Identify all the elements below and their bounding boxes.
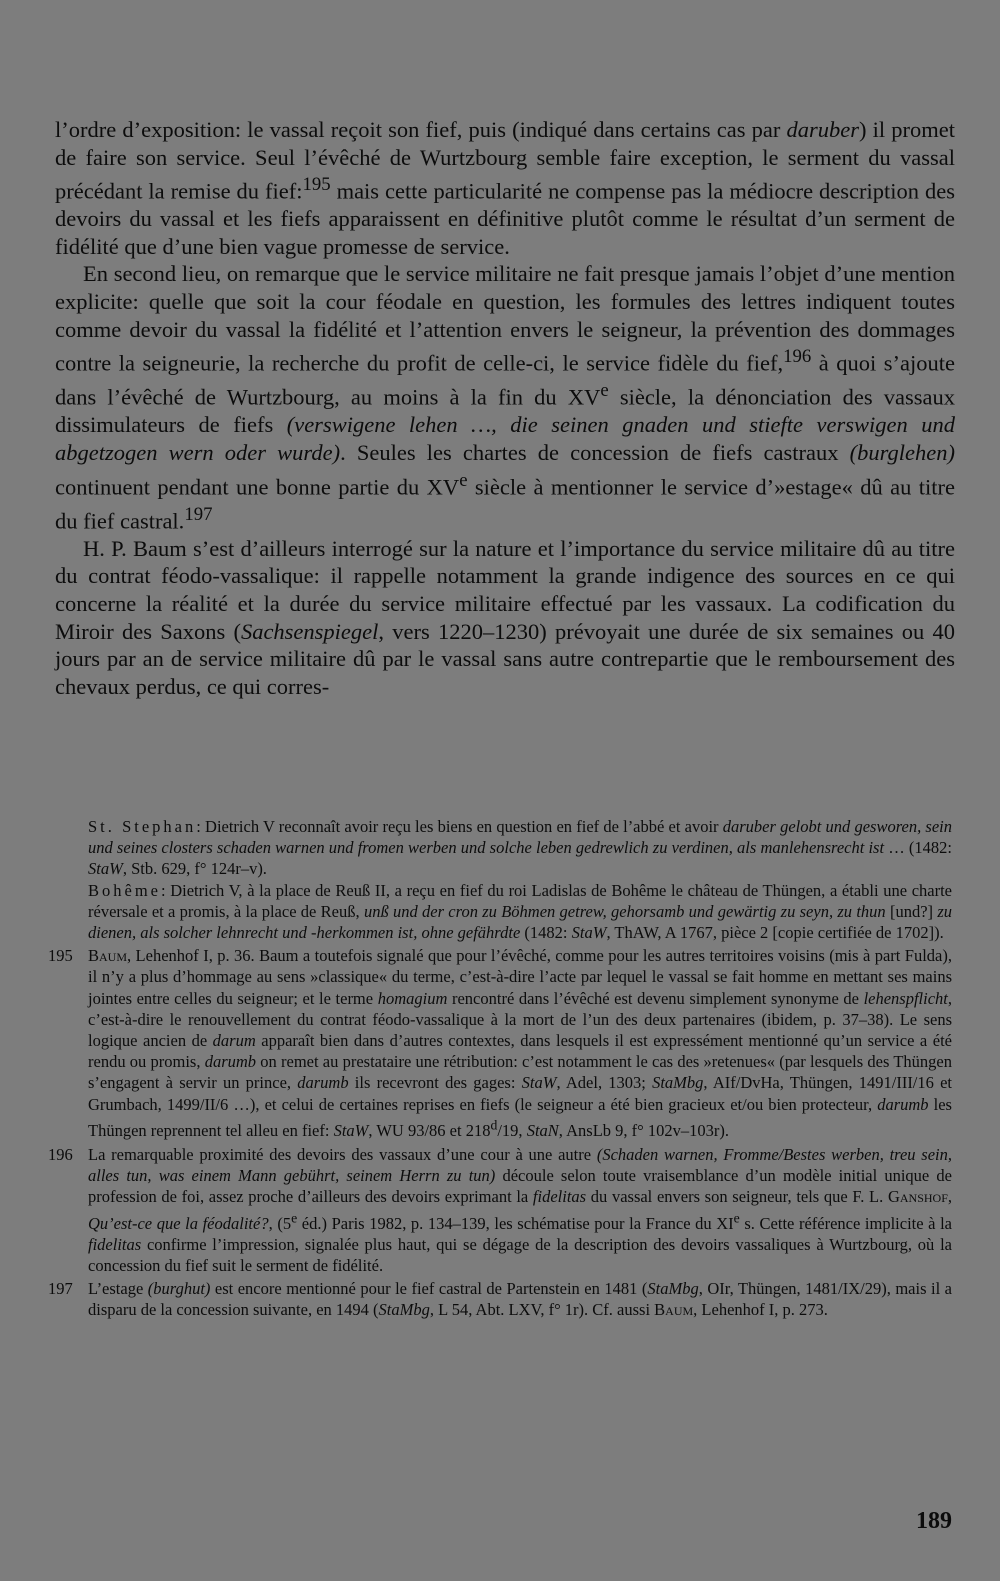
text-run: continuent pendant une bonne partie du XV [55,474,460,500]
footnote-continuation-boheme [88,880,952,944]
footnote-197 [48,1278,952,1320]
text-run: … (1482: [884,838,952,858]
text-run: . Seules les chartes de concession de fiefs castraux [340,440,850,466]
text-run: [und?] [885,901,938,921]
paragraph-1 [55,116,955,260]
text-run: L’estage [88,1279,148,1299]
text-run: /19, [497,1121,527,1141]
italic-text: StaMbg [652,1073,704,1093]
superscript: e [291,1210,298,1226]
text-run: l’ordre d’exposition: le vassal reçoit son fief, puis (indiqué dans certains cas par [55,117,787,142]
paragraph-3 [55,535,955,701]
italic-text: fidelitas [532,1186,587,1206]
text-run: Baum [654,1300,694,1320]
text-run: En second lieu, on remarque que le service militaire ne fait presque jamais l’objet d’une mention explicite: quelle que soit la cour féodale en question, les formules des lettres indiquent toutes comme devoir du vassal la fidélité et l’attention envers le seigneur, la prévention des dommages contre la seigneurie, la recherche du profit de celle-ci, le service fidèle du fief, [55,261,955,376]
text-run: , Lehenhof I, p. 273. [693,1300,828,1320]
text-run: , [947,1186,953,1206]
superscript: 195 [302,174,331,196]
italic-text: darumb [877,1094,929,1114]
text-run: , (5 [268,1213,292,1233]
text-run: : Dietrich V, à la place de Reuß II, a reçu en fief du roi Ladislas de Bohême le château de Thüngen, a établi une charte réversale et a promis, à la place de Reuß, [88,880,952,921]
italic-text: Qu’est-ce que la féodalité? [88,1213,269,1233]
text-run: siècle à mentionner le service d’»estage« dû au titre du fief castral. [55,474,955,534]
text-run: St. Stephan [88,817,197,836]
superscript: d [490,1117,498,1133]
text-run: Ganshof [887,1186,948,1206]
text-run: ils recevront des gages: [348,1073,522,1093]
text-run: Bohême [88,880,161,900]
footnote-196 [48,1144,953,1277]
italic-text: zu dienen, als solcher lehnrecht und -herkommen ist, ohne gefährdte [88,901,952,943]
text-run: est encore mentionné pour le fief castral de Partenstein en 1481 ( [210,1279,648,1299]
text-run: découle selon toute vraisemblance d’un modèle initial unique de profession de foi, assez proche d’ailleurs des devoirs exprimant la [88,1165,952,1206]
text-run: , L 54, Abt. LXV, f° 1r). Cf. aussi [429,1300,655,1320]
footnote-number: 197 [48,1279,73,1299]
superscript: e [733,1210,740,1226]
italic-text: StaW [333,1121,369,1141]
text-run: du vassal envers son seigneur, tels que F. L. [586,1186,888,1206]
italic-text: darum [212,1031,256,1051]
text-run: , Adel, 1303; [556,1073,653,1093]
text-run: H. P. Baum s’est d’ailleurs interrogé sur la nature et l’importance du service militaire dû au titre du contrat féodo-vassalique: il rappelle notamment la grande indigence des sources en ce qui concerne la réalité et la durée du service militaire effectué par les vassaux. La codification du Miroir des Saxons ( [55,535,955,644]
text-run: , ThAW, A 1767, pièce 2 [copie certifiée de 1702]). [606,923,944,943]
text-run: Baum [88,946,128,966]
italic-text: StaW [571,923,607,943]
text-run: , AIf/DvHa, Thüngen, 1491/III/16 et Grumbach, 1499/II/6 …), et celui de certaines reprises en fiefs (le seigneur a été bien gracieux et/ou bien protecteur, [88,1073,953,1114]
text-run: les Thüngen reprennent tel alleu en fief: [88,1094,952,1141]
italic-text: StaMbg [378,1300,430,1320]
italic-text: darumb [204,1052,257,1072]
italic-text: StaMbg [647,1279,699,1299]
main-text [55,116,955,700]
text-run: , AnsLb 9, f° 102v–103r). [558,1121,729,1141]
italic-text: daruber gelobt und gesworen, sein und seines closters schaden warnen und fromen werben und solche leben gedrewlich zu verdinen, als manlehensrecht ist [88,817,953,858]
italic-text: (verswigene lehen …, die seinen gnaden und stiefte verswigen und abgetzogen wern oder wurde) [55,412,955,466]
superscript: 197 [184,503,213,525]
text-run: à quoi s’ajoute dans l’évêché de Wurtzbourg, au moins à la fin du XV [55,350,955,410]
text-run: siècle, la dénonciation des vassaux dissimulateurs de fiefs [55,384,955,438]
superscript: e [600,380,609,402]
text-run: , OIr, Thüngen, 1481/IX/29), mais il a disparu de la concession suivante, en 1494 ( [88,1279,952,1320]
text-run: on remet au prestataire une rétribution: c’est notamment le cas des »retenues« (par lesquels des Thüngen s’engagent à servir un prince, [88,1052,952,1093]
text-run: La remarquable proximité des devoirs des vassaux d’une cour à une autre [88,1144,597,1164]
italic-text: homagium [377,988,448,1008]
footnote-195 [48,945,953,1141]
page-number: 189 [916,1508,952,1534]
italic-text: (Schaden warnen, Fromme/Bestes werben, treu sein, alles tun, was einem Mann gebührt, seinem Herrn zu tun) [88,1144,952,1185]
footnote-text [88,1145,952,1276]
text-run: s. Cette référence implicite à la [739,1213,953,1233]
italic-text: StaN [526,1121,559,1141]
text-run: , Lehenhof I, p. 36. Baum a toutefois signalé que pour l’évêché, comme pour les autres territoires voisins (mis à part Fulda), il n’y a plus d’hommage au sens »classique« du terme, c’est-à-dire l’acte par lequel le vassal se fait homme en mettant ses mains jointes entre celles du seigneur; et le terme [88,946,952,1008]
footnote-text [88,1279,952,1319]
text-run: , vers 1220–1230) prévoyait une durée de six semaines ou 40 jours par an de service militaire dû par le vassal sans autre contrepartie que le remboursement des chevaux perdus, ce qui corres- [55,618,955,699]
italic-text: Sachsenspiegel [240,618,379,644]
text-run: apparaît bien dans d’autres contextes, dans lesquels il est expressément mentionné qu’un service a été rendu ou promis, [88,1031,952,1072]
superscript: 196 [783,346,812,368]
italic-text: darumb [297,1073,349,1093]
footnote-text [88,946,952,1140]
text-run: rencontré dans l’évêché est devenu simplement synonyme de [447,988,864,1008]
text-run: , c’est-à-dire le renouvellement du contrat féodo-vassalique à la mort de l’un des deux partenaires (ibidem, p. 37–38). Le sens logique ancien de [88,988,953,1051]
italic-text: unß und der cron zu Böhmen getrew, gehorsamb und gewärtig zu seyn, zu thun [363,901,886,921]
italic-text: daruber [786,117,859,142]
paragraph-2 [55,260,955,534]
footnotes [48,816,953,1321]
italic-text: (burghut) [147,1279,211,1299]
italic-text: (burglehen) [849,440,955,466]
footnote-continuation-st-stephan [88,816,952,880]
footnote-number: 196 [48,1144,73,1164]
footnote-number: 195 [48,946,73,966]
text-run: (1482: [520,923,572,943]
text-run: mais cette particularité ne compense pas la médiocre description des devoirs du vassal et les fiefs apparaissent en définitive plutôt comme le résultat d’un serment de fidélité que d’une bien vague promesse de service. [55,178,955,259]
text-run: , Stb. 629, f° 124r–v). [122,859,267,879]
italic-text: fidelitas [88,1234,142,1254]
italic-text: StaW [88,859,123,879]
text-run: : Dietrich V reconnaît avoir reçu les biens en question en fief de l’abbé et avoir [196,817,723,836]
italic-text: StaW [521,1073,557,1093]
text-run: , WU 93/86 et 218 [368,1121,491,1141]
text-run: confirme l’impression, signalée plus haut, qui se dégage de la description des devoirs vassaliques à Wurtzbourg, où la concession du fief suit le serment de fidélité. [88,1234,952,1276]
text-run: éd.) Paris 1982, p. 134–139, les schématise pour la France du XI [297,1213,734,1233]
text-run: ) il promet de faire son service. Seul l’évêché de Wurtzbourg semble faire exception, le serment du vassal précédant la remise du fief: [55,117,955,204]
superscript: e [459,469,468,491]
italic-text: lehenspflicht [863,988,948,1008]
